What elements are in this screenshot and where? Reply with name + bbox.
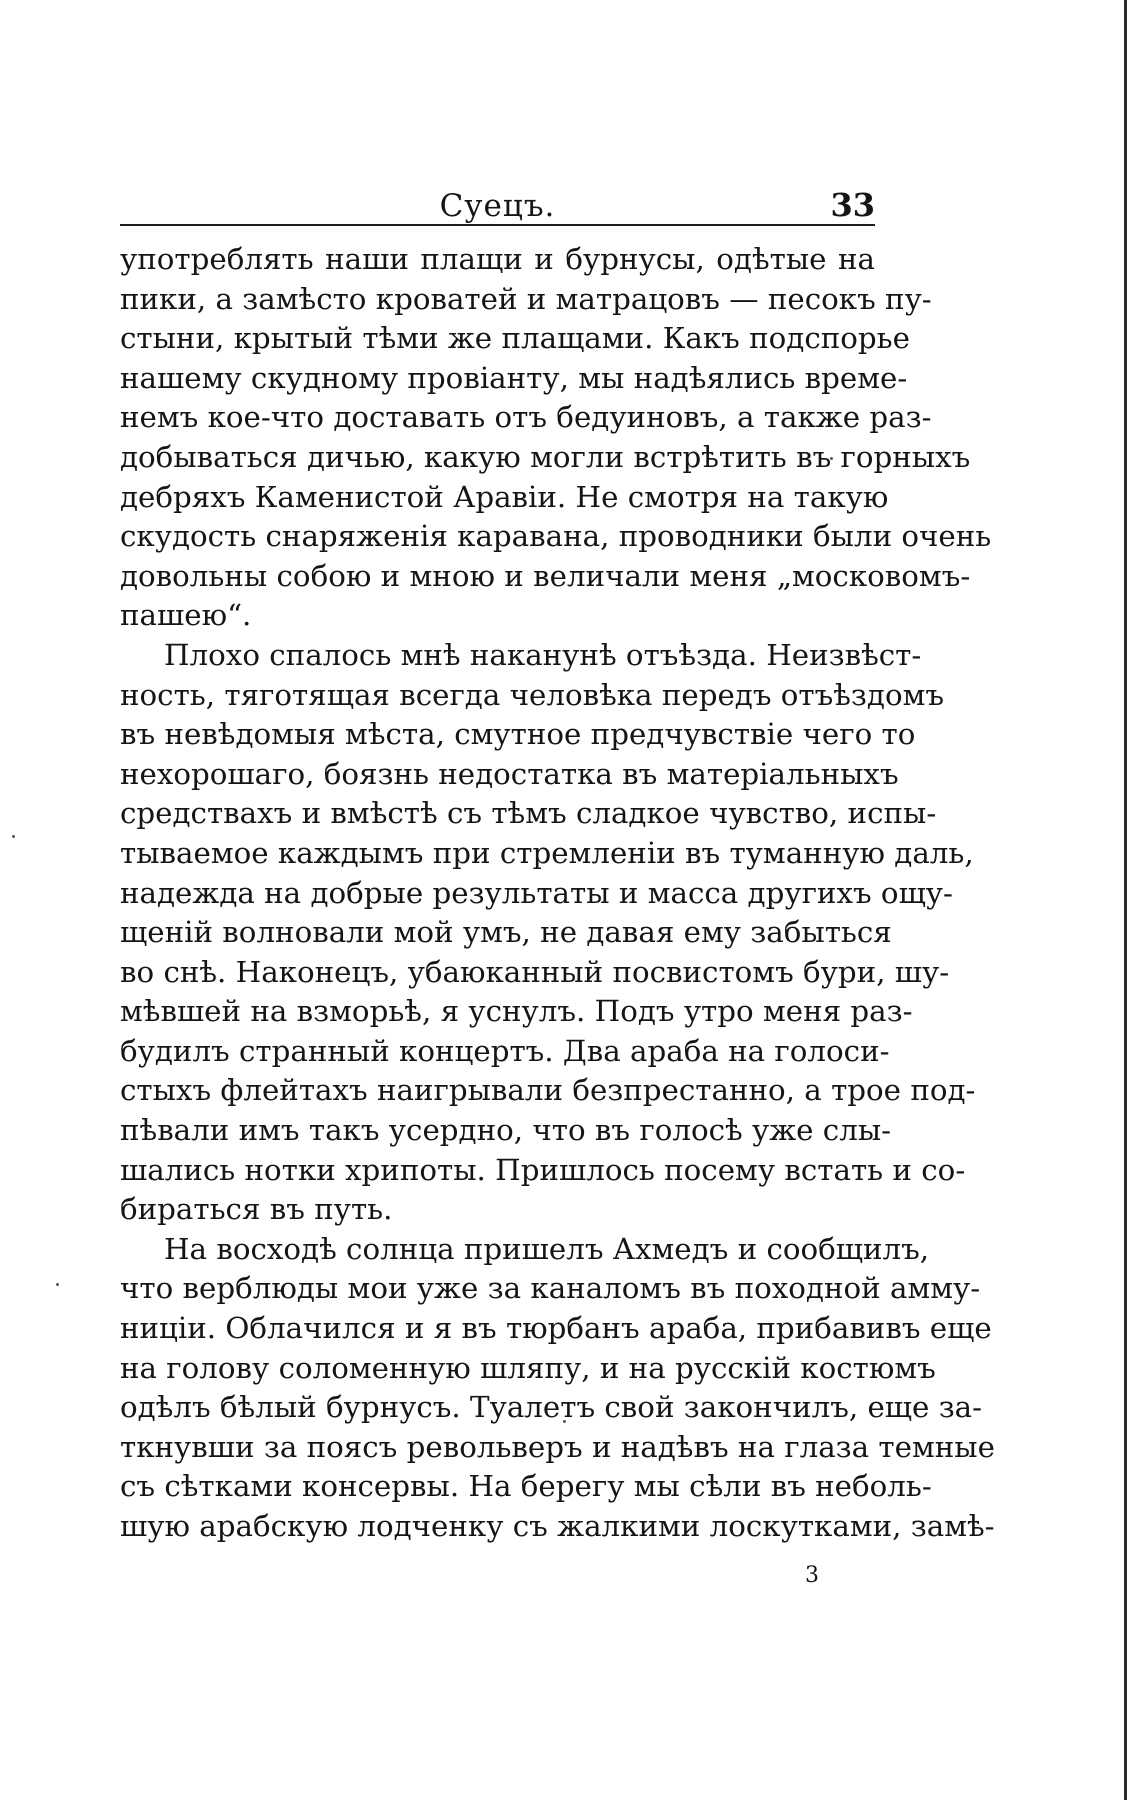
text-line: немъ кое-что доставать отъ бедуиновъ, а также раз- — [120, 400, 932, 435]
book-page — [120, 180, 995, 1547]
text-line: тываемое каждымъ при стремленіи въ туманную даль, — [120, 835, 974, 870]
text-line: добываться дичью, какую могли встрѣтить въ горныхъ — [120, 439, 971, 474]
header-rule — [120, 224, 875, 226]
body-text — [120, 240, 995, 1547]
paragraph — [120, 636, 976, 1230]
text-line: ность, тяготящая всегда человѣка передъ отъѣздомъ — [120, 677, 945, 712]
text-line: скудость снаряженія каравана, проводники были очень — [120, 519, 992, 554]
text-line: Плохо спалось мнѣ наканунѣ отъѣзда. Неизвѣст- — [164, 637, 922, 672]
text-line: средствахъ и вмѣстѣ съ тѣмъ сладкое чувство, испы- — [120, 796, 937, 831]
text-line: пашею“. — [120, 598, 252, 633]
text-line: стыни, крытый тѣми же плащами. Какъ подспорье — [120, 321, 910, 356]
text-line: щеній волновали мой умъ, не давая ему забыться — [120, 915, 892, 950]
text-line: нашему скудному провіанту, мы надѣялись време- — [120, 360, 908, 395]
text-line: стыхъ флейтахъ наигрывали безпрестанно, а трое под- — [120, 1073, 976, 1108]
text-line: употреблять наши плащи и бурнусы, одѣтые на — [120, 242, 875, 276]
text-line: дебряхъ Каменистой Аравіи. Не смотря на такую — [120, 479, 889, 514]
text-line: на голову соломенную шляпу, и на русскій костюмъ — [120, 1350, 936, 1385]
running-header — [120, 180, 875, 224]
paragraph — [120, 240, 992, 636]
page-number: 33 — [830, 186, 875, 224]
text-line: пѣвали имъ такъ усердно, что въ голосѣ уже слы- — [120, 1113, 892, 1148]
text-line: На восходѣ солнца пришелъ Ахмедъ и сообщилъ, — [164, 1231, 930, 1266]
paragraph — [120, 1230, 995, 1547]
text-line: ниціи. Облачился и я въ тюрбанъ араба, прибавивъ еще — [120, 1311, 992, 1346]
text-line: что верблюды мои уже за каналомъ въ походной амму- — [120, 1271, 981, 1306]
text-line: во снѣ. Наконецъ, убаюканный посвистомъ бури, шу- — [120, 954, 950, 989]
text-line: бираться въ путь. — [120, 1192, 393, 1227]
page-edge-line — [1124, 0, 1127, 1800]
running-title: Суецъ. — [439, 188, 556, 224]
text-line: шались нотки хрипоты. Пришлось посему встать и со- — [120, 1152, 966, 1187]
text-line: ткнувши за поясъ револьверъ и надѣвъ на глаза темные — [120, 1429, 995, 1464]
text-line: съ сѣтками консервы. На берегу мы сѣли въ неболь- — [120, 1469, 932, 1504]
text-line: мѣвшей на взморьѣ, я уснулъ. Подъ утро меня раз- — [120, 994, 913, 1029]
text-line: будилъ странный концертъ. Два араба на голоси- — [120, 1033, 890, 1068]
text-line: нехорошаго, боязнь недостатка въ матеріальныхъ — [120, 756, 899, 791]
text-line: въ невѣдомыя мѣста, смутное предчувствіе чего то — [120, 717, 916, 752]
scan-speck — [56, 1283, 59, 1286]
text-line: надежда на добрые результаты и масса другихъ ощу- — [120, 875, 953, 910]
text-line: шую арабскую лодченку съ жалкими лоскутками, замѣ- — [120, 1509, 995, 1543]
text-line: пики, а замѣсто кроватей и матрацовъ — песокъ пу- — [120, 281, 932, 316]
text-line: одѣлъ бѣлый бурнусъ. Туалетъ свой закончилъ, еще за- — [120, 1390, 983, 1425]
signature-mark: 3 — [805, 1563, 819, 1588]
text-line: довольны собою и мною и величали меня „московомъ- — [120, 558, 971, 593]
scan-speck — [12, 835, 15, 838]
